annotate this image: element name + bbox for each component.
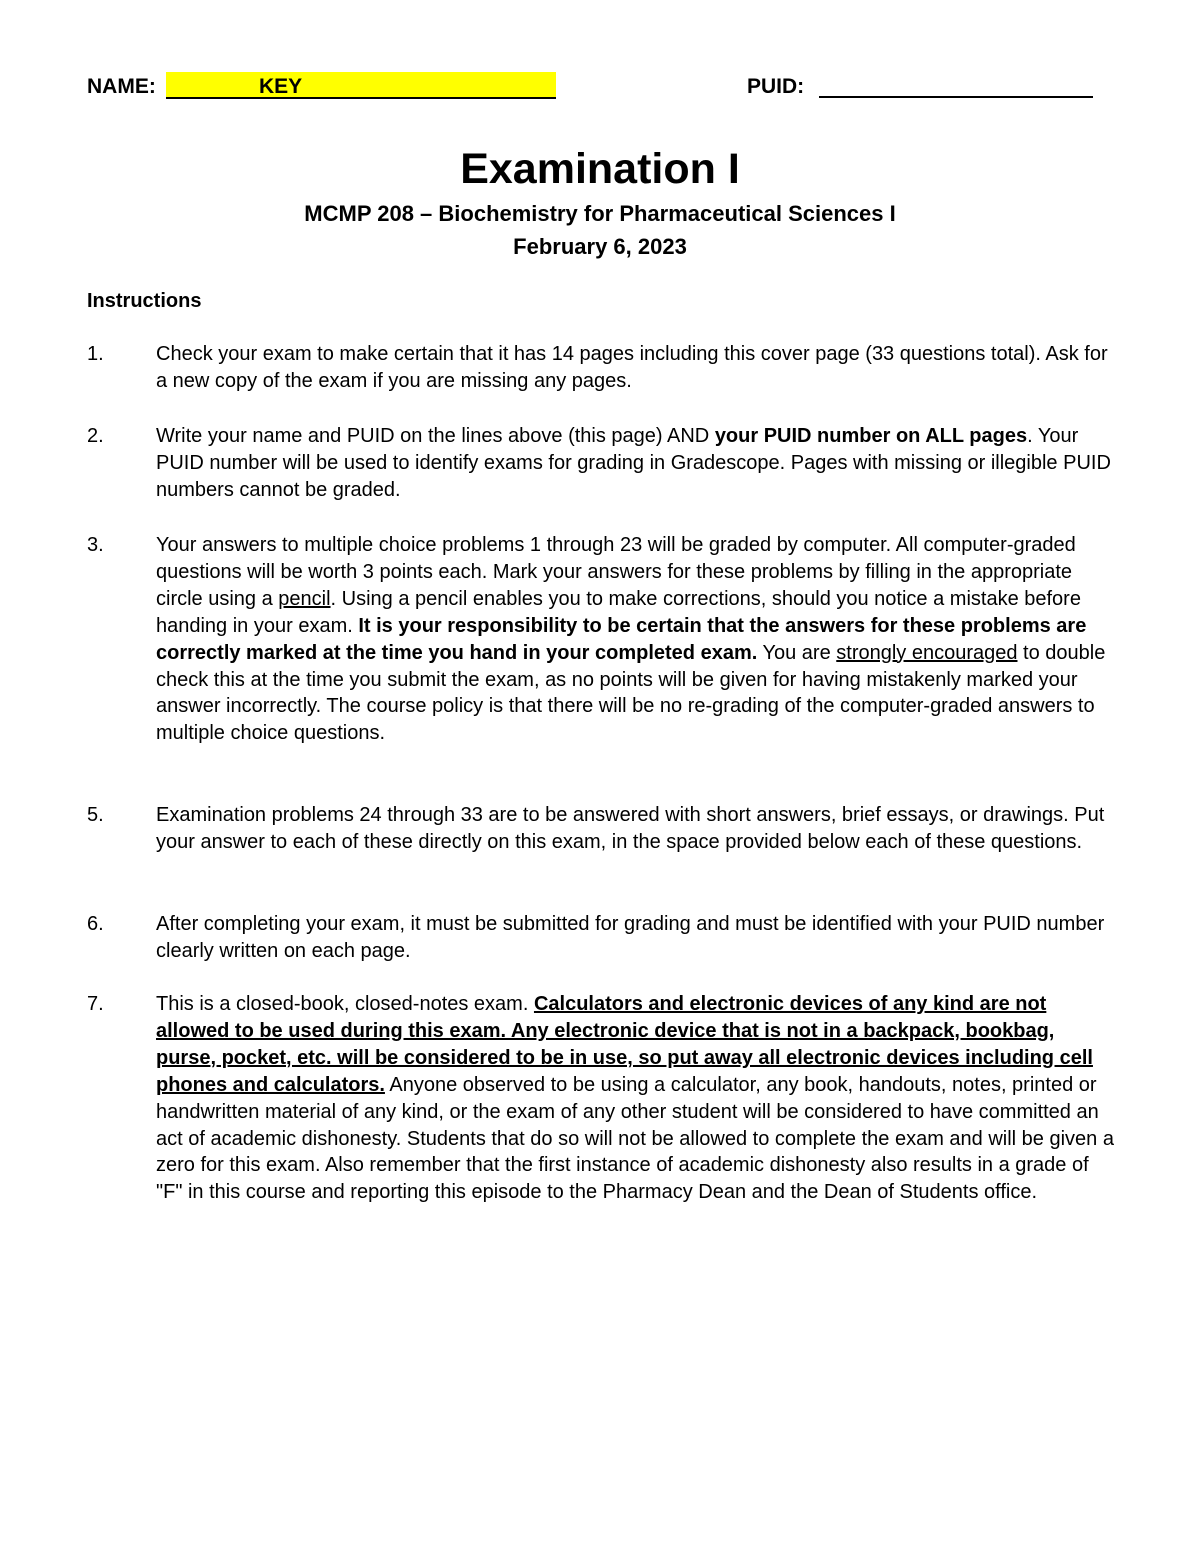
item-text-bold-underline: Calculators and electronic devices of any kind are not allowed to be used during this exam. Any electronic device that is not in a backpack, bookbag, purse, pocket, etc. will be considered to be in use, so put away all electronic devices including cell phones and calculators.: [156, 993, 1093, 1096]
instruction-item-2: [87, 423, 1117, 504]
item-text-part: to double check this at the time you submit the exam, as no points will be given for having mistakenly marked your answer incorrectly. The course policy is that there will be no re-grading of the computer-graded answers to multiple choice questions.: [156, 641, 1106, 745]
item-text-underline: pencil: [278, 587, 331, 610]
item-text-part: Anyone observed to be using a calculator, any book, handouts, notes, printed or handwritten material of any kind, or the exam of any other student will be considered to have committed an act of academic dishonesty. Students that do so will not be allowed to complete the exam and will be given a zero for this exam. Also remember that the first instance of academic dishonesty also results in a grade of "F" in this course and reporting this episode to the Pharmacy Dean and the Dean of Students office.: [156, 1073, 1114, 1204]
item-text-part: . Using a pencil enables you to make corrections, should you notice a mistake before handing in your exam.: [156, 587, 1081, 637]
item-text-bold: It is your responsibility to be certain that the answers for these problems are correctly marked at the time you hand in your completed exam.: [156, 614, 1087, 664]
item-number: 5.: [87, 804, 104, 826]
puid-blank-line: [819, 96, 1093, 98]
instruction-item-6: [87, 911, 1117, 965]
item-text: After completing your exam, it must be submitted for grading and must be identified with your PUID number clearly written on each page.: [156, 913, 1105, 962]
item-number: 1.: [87, 343, 104, 365]
item-text-part: You are: [757, 641, 837, 664]
item-text-bold: your PUID number on ALL pages: [714, 425, 1028, 447]
item-number: 7.: [87, 993, 104, 1015]
item-number: 2.: [87, 425, 104, 447]
course-name: MCMP 208 – Biochemistry for Pharmaceutical Sciences I: [304, 201, 896, 226]
instruction-item-1: [87, 341, 1117, 395]
item-text-part: . Your PUID number will be used to identify exams for grading in Gradescope. Pages with missing or illegible PUID numbers cannot be graded.: [156, 425, 1111, 501]
item-text: [156, 532, 1117, 747]
item-text-part: Write your name and PUID on the lines above (this page) AND: [156, 425, 715, 447]
item-number: 6.: [87, 913, 104, 935]
exam-date: February 6, 2023: [513, 234, 687, 259]
item-text-underline: strongly encouraged: [836, 641, 1018, 664]
item-text-part: Your answers to multiple choice problems 1 through 23 will be graded by computer. All computer-graded questions will be worth 3 points each. Mark your answers for these problems by filling in the appropriate circle using a: [156, 534, 1076, 610]
item-text: Examination problems 24 through 33 are to be answered with short answers, brief essays, or drawings. Put your answer to each of these directly on this exam, in the space provided below each of these questions.: [156, 804, 1105, 853]
instructions-heading: Instructions: [87, 290, 202, 312]
puid-label: PUID:: [747, 75, 805, 98]
item-text: Check your exam to make certain that it has 14 pages including this cover page (33 questions total). Ask for a new copy of the exam if you are missing any pages.: [156, 343, 1108, 392]
name-value: KEY: [259, 75, 303, 98]
instruction-item-7: [87, 991, 1117, 1206]
name-label: NAME:: [87, 75, 156, 98]
instruction-item-3: [87, 532, 1117, 747]
exam-title: Examination I: [460, 145, 740, 193]
header-line: [87, 72, 1107, 102]
item-text: [156, 991, 1117, 1206]
item-text: [156, 423, 1117, 504]
item-number: 3.: [87, 534, 104, 556]
item-text-part: This is a closed-book, closed-notes exam.: [156, 993, 534, 1015]
name-field-highlight: [166, 72, 556, 99]
instruction-item-5: [87, 802, 1117, 856]
